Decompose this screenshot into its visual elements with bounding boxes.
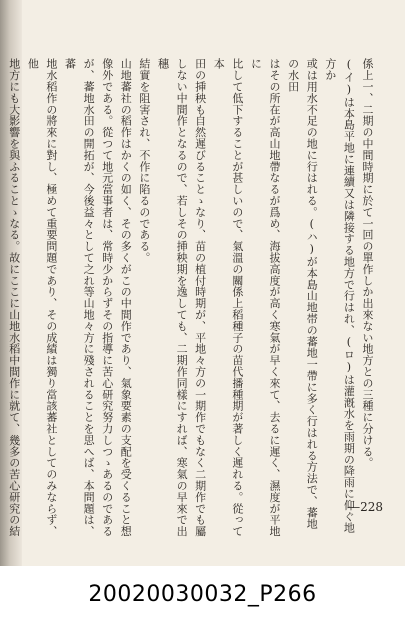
text-line: しない中間作となるので、若しその挿秧期を逸しても、二期作同樣にすれば、寒氣の早來で出穗 [156,58,189,537]
text-line: 結實を阻害され、不作に陷るのである。 [137,58,151,264]
page-number: —228 [348,500,383,514]
text-line: 或は用水不足の地に行はれる。(ハ)が本島山地帯の蕃地一帶に多く行はれる方法で、蕃地の水田 [286,58,319,530]
book-page [7,0,405,566]
text-line: 像外である。從つて地元當事者は、常時少からずその指導に苦心研究努力しつゝあるのである [100,58,114,537]
text-line: 係上一、二期の中間時期に於て一回の單作しか出來ない地方との三種に分ける。 [361,58,374,469]
text-line: 地方にも大影響を與ふることゝなる。故にここに山地水稻中間作に就て、幾多の苦心研究の結 [7,58,21,537]
vertical-text [7,58,376,538]
body-text-block [7,58,376,538]
text-line: (イ)は本島平地に連續又は隣接する地方で行はれ、(ロ)は灌漑水を雨期の降雨に仰ぐ地方か [323,58,356,534]
text-line: が、蕃地水田の開拓が、今後益々として之れ等山地々方に殘されることを思へば、本問題は、蕃 [63,58,96,537]
text-line: 比して低下することが甚しいので、氣溫の關係上稻種子の苗代播種期が著しく遲れる。從って本 [212,58,244,537]
text-line: 山地蕃社の稻作はかくの如く、その多くがこの中間作であり、氣象要素の支配を受くること想 [119,58,133,537]
image-id-caption: 20020030032_P266 [88,582,317,607]
text-line: 地水稻作の將來に對し、極めて重要問題であり、その成績は獨り當該蕃社としてのみならず、他 [26,58,58,537]
text-line: 田の挿秧も自然遲びることゝなり、苗の植付時期が、平地々方の一期作でもなく二期作でも屬 [193,58,207,537]
text-line: はその所在が高山地帶なるが爲め、海拔高度が高く寒氣が早く來て、去るに遲く、濕度が平地に [249,58,282,537]
